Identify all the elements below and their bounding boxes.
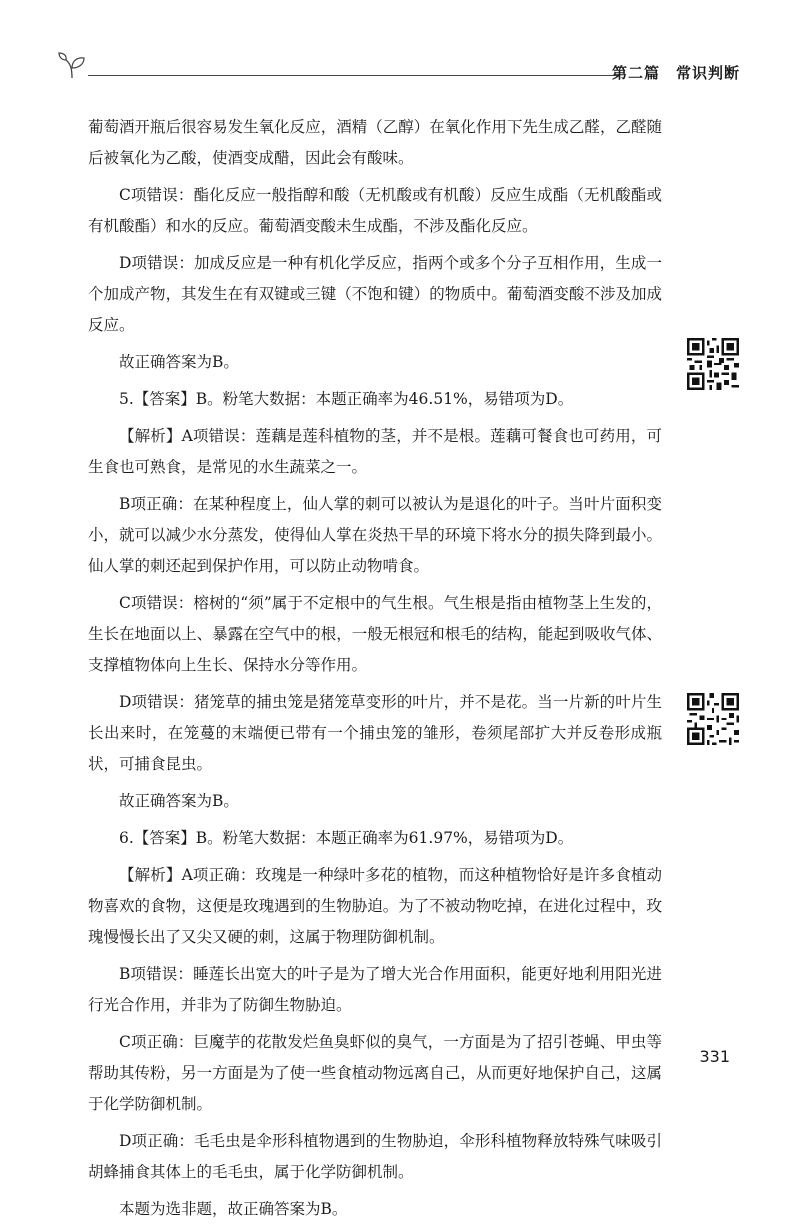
page-body bbox=[88, 112, 662, 1231]
paragraph: B项错误：睡莲长出宽大的叶子是为了增大光合作用面积，能更好地利用阳光进行光合作用，并非为了防御生物胁迫。 bbox=[88, 965, 662, 1014]
header-rule bbox=[88, 75, 618, 76]
paragraph: B项正确：在某种程度上，仙人掌的刺可以被认为是退化的叶子。当叶片面积变小，就可以减少水分蒸发，使得仙人掌在炎热干旱的环境下将水分的损失降到最小。仙人掌的刺还起到保护作用，可以防止动物啃食。 bbox=[88, 495, 662, 575]
paragraph: 【解析】A项错误：莲藕是莲科植物的茎，并不是根。莲藕可餐食也可药用，可生食也可熟食，是常见的水生蔬菜之一。 bbox=[88, 427, 662, 476]
answer-line: 6.【答案】B。粉笔大数据：本题正确率为61.97%，易错项为D。 bbox=[119, 829, 574, 847]
paragraph: 故正确答案为B。 bbox=[119, 353, 239, 371]
paragraph: 葡萄酒开瓶后很容易发生氧化反应，酒精（乙醇）在氧化作用下先生成乙醛，乙醛随后被氧化为乙酸，使酒变成醋，因此会有酸味。 bbox=[88, 118, 662, 167]
section-title: 第二篇 常识判断 bbox=[611, 64, 740, 82]
paragraph: D项错误：猪笼草的捕虫笼是猪笼草变形的叶片，并不是花。当一片新的叶片生长出来时，在笼蔓的末端便已带有一个捕虫笼的雏形，卷须尾部扩大并反卷形成瓶状，可捕食昆虫。 bbox=[88, 693, 662, 773]
paragraph: D项错误：加成反应是一种有机化学反应，指两个或多个分子互相作用，生成一个加成产物，其发生在有双键或三键（不饱和键）的物质中。葡萄酒变酸不涉及加成反应。 bbox=[88, 254, 662, 334]
page-number: 331 bbox=[699, 1047, 730, 1066]
paragraph: 【解析】A项正确：玫瑰是一种绿叶多花的植物，而这种植物恰好是许多食植动物喜欢的食物，这便是玫瑰遇到的生物胁迫。为了不被动物吃掉，在进化过程中，玫瑰慢慢长出了又尖又硬的刺，这属于物理防御机制。 bbox=[88, 866, 662, 946]
paragraph: C项正确：巨魔芋的花散发烂鱼臭虾似的臭气，一方面是为了招引苍蝇、甲虫等帮助其传粉，另一方面是为了使一些食植动物远离自己，从而更好地保护自己，这属于化学防御机制。 bbox=[88, 1033, 662, 1113]
paragraph: 本题为选非题，故正确答案为B。 bbox=[119, 1200, 348, 1218]
answer-line: 5.【答案】B。粉笔大数据：本题正确率为46.51%，易错项为D。 bbox=[119, 390, 574, 408]
paragraph: 故正确答案为B。 bbox=[119, 792, 239, 810]
page-header bbox=[58, 52, 740, 92]
paragraph: D项正确：毛毛虫是伞形科植物遇到的生物胁迫，伞形科植物释放特殊气味吸引胡蜂捕食其体上的毛毛虫，属于化学防御机制。 bbox=[88, 1132, 662, 1181]
paragraph: C项错误：酯化反应一般指醇和酸（无机酸或有机酸）反应生成酯（无机酸酯或有机酸酯）和水的反应。葡萄酒变酸未生成酯，不涉及酯化反应。 bbox=[88, 186, 662, 235]
leaf-icon bbox=[58, 52, 90, 80]
paragraph: C项错误：榕树的“须”属于不定根中的气生根。气生根是指由植物茎上生发的，生长在地面以上、暴露在空气中的根，一般无根冠和根毛的结构，能起到吸收气体、支撑植物体向上生长、保持水分等作用。 bbox=[88, 594, 662, 674]
qr-code-icon[interactable] bbox=[687, 338, 739, 390]
qr-code-icon[interactable] bbox=[687, 693, 739, 745]
